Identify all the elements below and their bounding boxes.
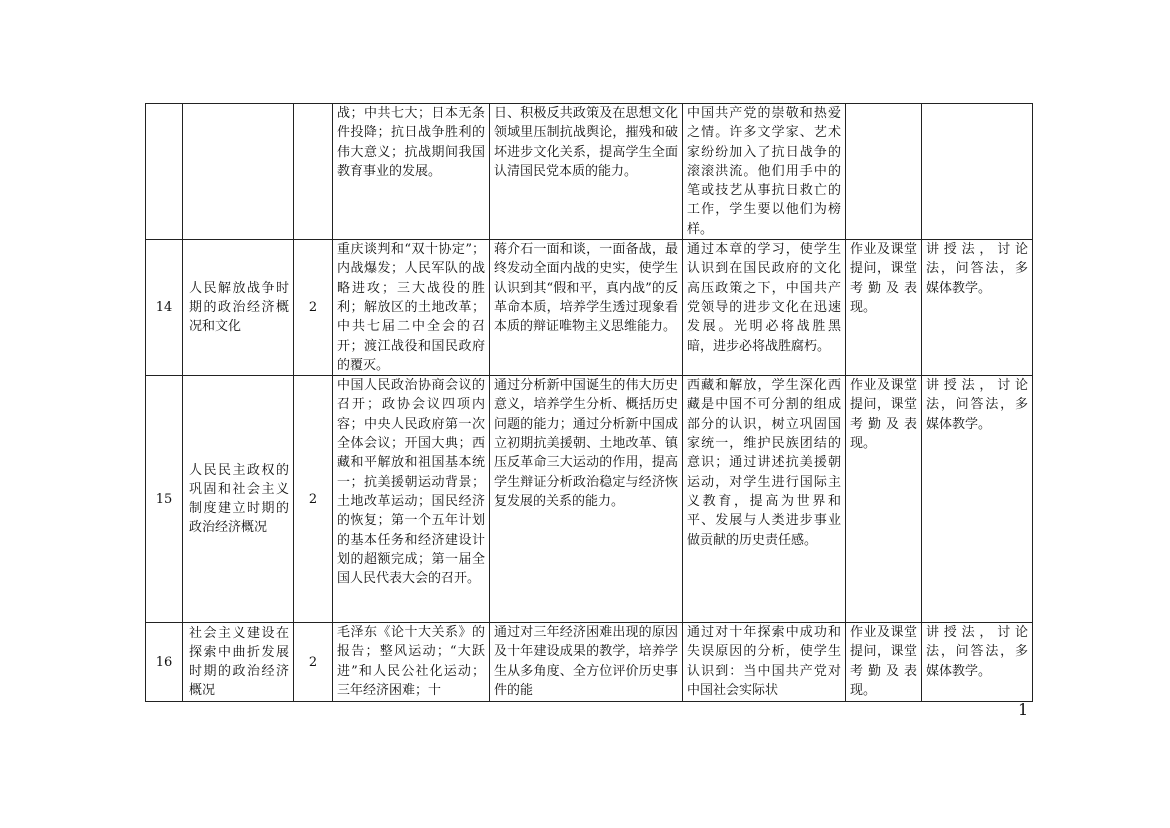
chapter-number-cell: 16 [146, 623, 183, 702]
content-cell: 毛泽东《论十大关系》的报告；整风运动；“大跃进”和人民公社化运动；三年经济困难；十 [333, 623, 490, 702]
table-row [146, 240, 1033, 376]
syllabus-table [145, 103, 1033, 702]
assessment-cell: 作业及课堂提问，课堂考勤及表现。 [846, 376, 922, 623]
teaching-method-cell: 讲授法，讨论法，问答法，多媒体教学。 [922, 376, 1033, 623]
assessment-cell: 作业及课堂提问，课堂考勤及表现。 [846, 240, 922, 376]
values-goal-cell: 通过对十年探索中成功和失误原因的分析，使学生认识到：当中国共产党对中国社会实际状 [683, 623, 846, 702]
values-goal-cell: 通过本章的学习，使学生认识到在国民政府的文化高压政策之下，中国共产党领导的进步文化在迅速发展。光明必将战胜黑暗，进步必将战胜腐朽。 [683, 240, 846, 376]
values-goal-cell: 中国共产党的崇敬和热爱之情。许多文学家、艺术家纷纷加入了抗日战争的滚滚洪流。他们用手中的笔或技艺从事抗日救亡的工作，学生要以他们为榜样。 [683, 104, 846, 240]
hours-cell: 2 [294, 240, 333, 376]
content-cell: 中国人民政治协商会议的召开；政协会议四项内容；中央人民政府第一次全体会议；开国大典；西藏和平解放和祖国基本统一；抗美援朝运动背景；土地改革运动；国民经济的恢复；第一个五年计划的基本任务和经济建设计划的超额完成；第一届全国人民代表大会的召开。 [333, 376, 490, 623]
hours-cell: 2 [294, 623, 333, 702]
assessment-cell [846, 104, 922, 240]
teaching-method-cell [922, 104, 1033, 240]
chapter-title-cell: 社会主义建设在探索中曲折发展时期的政治经济概况 [183, 623, 294, 702]
assessment-cell: 作业及课堂提问，课堂考勤及表现。 [846, 623, 922, 702]
hours-cell [294, 104, 333, 240]
content-cell: 战；中共七大；日本无条件投降；抗日战争胜利的伟大意义；抗战期间我国教育事业的发展。 [333, 104, 490, 240]
chapter-number-cell [146, 104, 183, 240]
hours-cell: 2 [294, 376, 333, 623]
chapter-title-cell: 人民解放战争时期的政治经济概况和文化 [183, 240, 294, 376]
chapter-number-cell: 14 [146, 240, 183, 376]
chapter-title-cell [183, 104, 294, 240]
table-row [146, 376, 1033, 623]
teaching-method-cell: 讲授法，讨论法，问答法，多媒体教学。 [922, 240, 1033, 376]
ability-goal-cell: 通过对三年经济困难出现的原因及十年建设成果的教学，培养学生从多角度、全方位评价历史事件的能 [490, 623, 683, 702]
chapter-title-cell: 人民民主政权的巩固和社会主义制度建立时期的政治经济概况 [183, 376, 294, 623]
table-row [146, 104, 1033, 240]
content-cell: 重庆谈判和“双十协定”；内战爆发；人民军队的战略进攻；三大战役的胜利；解放区的土地改革；中共七届二中全会的召开；渡江战役和国民政府的覆灭。 [333, 240, 490, 376]
ability-goal-cell: 日、积极反共政策及在思想文化领域里压制抗战舆论，摧残和破坏进步文化关系，提高学生全面认清国民党本质的能力。 [490, 104, 683, 240]
ability-goal-cell: 蒋介石一面和谈，一面备战，最终发动全面内战的史实，使学生认识到其“假和平，真内战”的反革命本质，培养学生透过现象看本质的辩证唯物主义思维能力。 [490, 240, 683, 376]
chapter-number-cell: 15 [146, 376, 183, 623]
teaching-method-cell: 讲授法，讨论法，问答法，多媒体教学。 [922, 623, 1033, 702]
table-row [146, 623, 1033, 702]
values-goal-cell: 西藏和解放，学生深化西藏是中国不可分割的组成部分的认识，树立巩固国家统一，维护民族团结的意识；通过讲述抗美援朝运动，对学生进行国际主义教育，提高为世界和平、发展与人类进步事业做贡献的历史责任感。 [683, 376, 846, 623]
ability-goal-cell: 通过分析新中国诞生的伟大历史意义，培养学生分析、概括历史问题的能力；通过分析新中国成立初期抗美援朝、土地改革、镇压反革命三大运动的作用，提高学生辩证分析政治稳定与经济恢复发展的关系的能力。 [490, 376, 683, 623]
page-number: 1 [1018, 700, 1029, 719]
